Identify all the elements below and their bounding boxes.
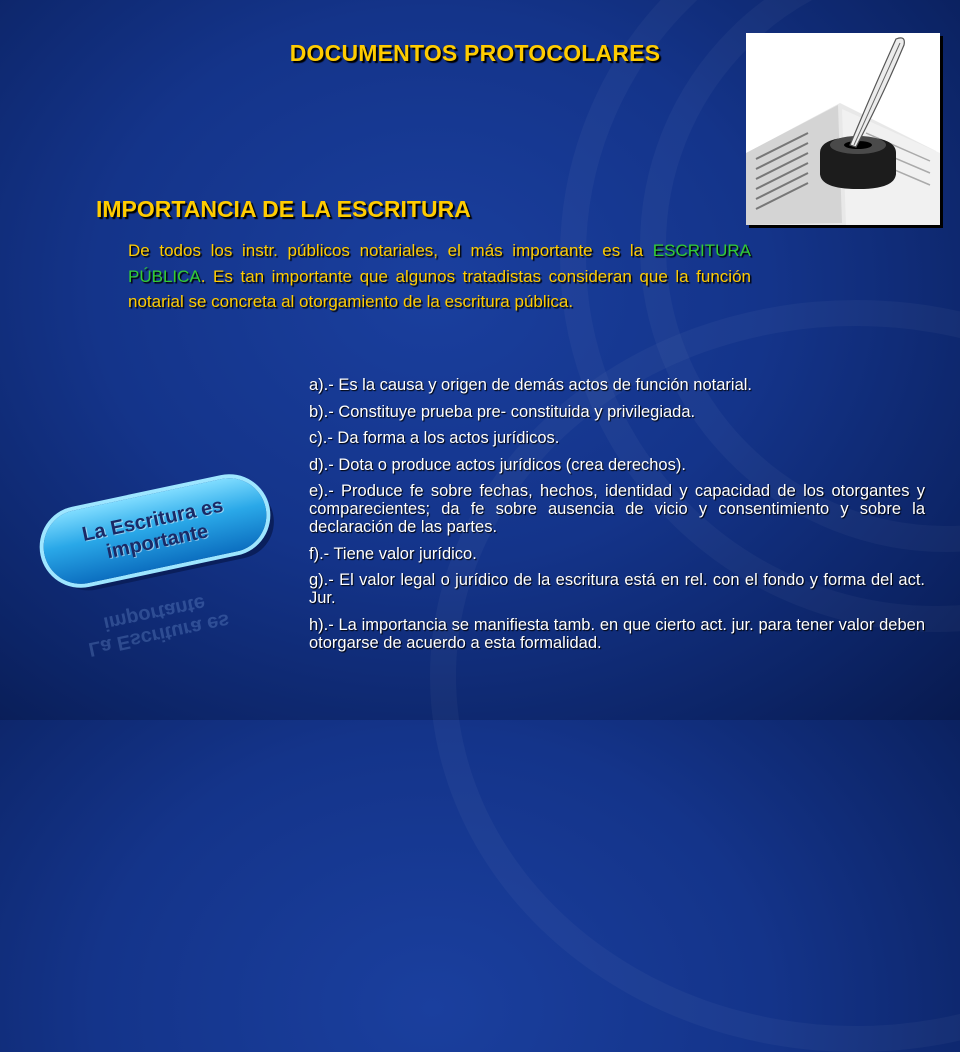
section-heading: IMPORTANCIA DE LA ESCRITURA (96, 196, 471, 222)
importance-list (309, 376, 925, 660)
highlight-term: ESCRITURA PÚBLICA (128, 241, 751, 286)
list-item: a).- Es la causa y origen de demás actos de función notarial. (309, 376, 752, 394)
badge-reflection: La Escritura es importante (86, 591, 232, 661)
intro-text: De todos los instr. públicos notariales, el más importante es la (128, 241, 653, 260)
badge-label: La Escritura es importante (80, 494, 226, 564)
list-item: h).- La importancia se manifiesta tamb. en que cierto act. jur. para tener valor deben otorgarse de acuerdo a esta formalidad. (309, 615, 925, 652)
slide-title: DOCUMENTOS PROTOCOLARES (289, 40, 661, 66)
list-item: g).- El valor legal o jurídico de la escritura está en rel. con el fondo y forma del act. Jur. (309, 571, 925, 607)
badge-callout (30, 480, 280, 661)
list-item: b).- Constituye prueba pre- constituida y privilegiada. (309, 402, 696, 421)
intro-text-continued: . Es tan importante que algunos tratadistas consideran que la función notarial se concreta al otorgamiento de la escritura pública. (128, 266, 751, 311)
list-item: f).- Tiene valor jurídico. (309, 544, 477, 563)
quill-inkwell-book-image (746, 33, 940, 225)
list-item: e).- Produce fe sobre fechas, hechos, identidad y capacidad de los otorgantes y comparecientes; da fe sobre ausencia de vicio y consentimiento y sobre la declaración de las partes. (309, 482, 925, 536)
list-item: c).- Da forma a los actos jurídicos. (309, 429, 560, 447)
quill-icon (746, 33, 940, 225)
list-item: d).- Dota o produce actos jurídicos (crea derechos). (309, 455, 686, 474)
intro-paragraph (128, 238, 751, 315)
